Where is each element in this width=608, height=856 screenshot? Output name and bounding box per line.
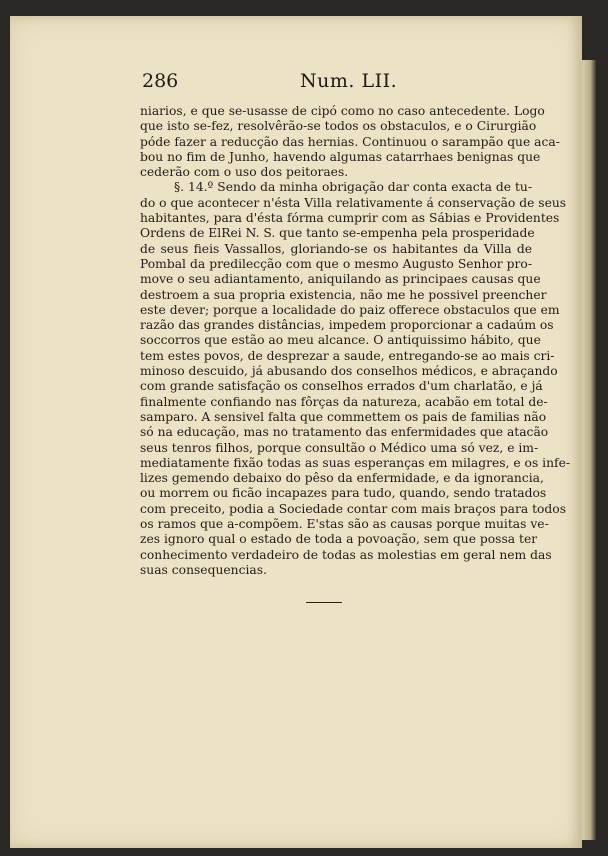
text-line: cederão com o uso dos peitoraes. xyxy=(140,165,349,180)
text-line: seus tenros filhos, porque consultão o Médico uma só vez, e im- xyxy=(140,440,539,455)
body-text xyxy=(140,104,571,578)
text-line: minoso descuido, já abusando dos conselhos médicos, e abraçando xyxy=(140,364,558,379)
text-line: este dever; porque a localidade do paiz offerece obstaculos que em xyxy=(140,302,560,317)
text-line: que isto se-fez, resolvêrão-se todos os obstaculos, e o Cirurgião xyxy=(140,119,537,134)
text-line: conhecimento verdadeiro de todas as molestias em geral nem das xyxy=(140,547,552,562)
text-line: samparo. A sensivel falta que commettem os pais de familias não xyxy=(140,409,547,424)
text-line: razão das grandes distâncias, impedem proporcionar a cadaúm os xyxy=(140,318,554,333)
text-line: niarios, e que se-usasse de cipó como no caso antecedente. Logo xyxy=(140,104,545,118)
text-line: habitantes, para d'ésta fórma cumprir com as Sábias e Providentes xyxy=(140,211,560,226)
section-divider-rule xyxy=(306,602,342,603)
text-line: Ordens de ElRei N. S. que tanto se-empenha pela prosperidade xyxy=(140,226,535,241)
text-line: com grande satisfação os conselhos errados d'um charlatão, e já xyxy=(140,379,543,394)
text-line: de seus fieis Vassallos, gloriando-se os habitantes da Villa de xyxy=(140,241,532,256)
text-line: bou no fim de Junho, havendo algumas catarrhaes benignas que xyxy=(140,149,541,164)
text-line: soccorros que estão ao meu alcance. O antiquissimo hábito, que xyxy=(140,333,541,348)
text-line: tem estes povos, de desprezar a saude, entregando-se ao mais cri- xyxy=(140,348,555,363)
paragraph-start-line: §. 14.º Sendo da minha obrigação dar conta exacta de tu- xyxy=(174,180,532,195)
page-number: 286 xyxy=(142,70,179,92)
text-line: com preceito, podia a Sociedade contar com mais braços para todos xyxy=(140,501,567,516)
text-line: lizes gemendo debaixo do pêso da enfermidade, e da ignorancia, xyxy=(140,471,544,486)
page-header xyxy=(142,70,530,98)
text-line: destroem a sua propria existencia, não me he possivel preencher xyxy=(140,287,547,302)
text-line: zes ignoro qual o estado de toda a povoação, sem que possa ter xyxy=(140,532,538,547)
text-line: finalmente confiando nas fôrças da natureza, acabão em total de- xyxy=(140,394,548,409)
text-line: move o seu adiantamento, aniquilando as principaes causas que xyxy=(140,272,541,287)
text-line: só na educação, mas no tratamento das enfermidades que atacão xyxy=(140,425,549,440)
page-edge xyxy=(582,60,596,840)
text-line: mediatamente fixão todas as suas esperanças em milagres, e os infe- xyxy=(140,455,571,470)
text-line: suas consequencias. xyxy=(140,562,267,577)
text-line: ou morrem ou ficão incapazes para tudo, quando, sendo tratados xyxy=(140,486,547,501)
text-line: Pombal da predilecção com que o mesmo Augusto Senhor pro- xyxy=(140,256,532,271)
text-line: os ramos que a-compõem. E'stas são as causas porque muitas ve- xyxy=(140,517,549,532)
running-title: Num. LII. xyxy=(300,70,398,92)
text-line: póde fazer a reducção das hernias. Continuou o sarampão que aca- xyxy=(140,134,560,149)
text-line: do o que acontecer n'ésta Villa relativamente á conservação de seus xyxy=(140,195,567,210)
